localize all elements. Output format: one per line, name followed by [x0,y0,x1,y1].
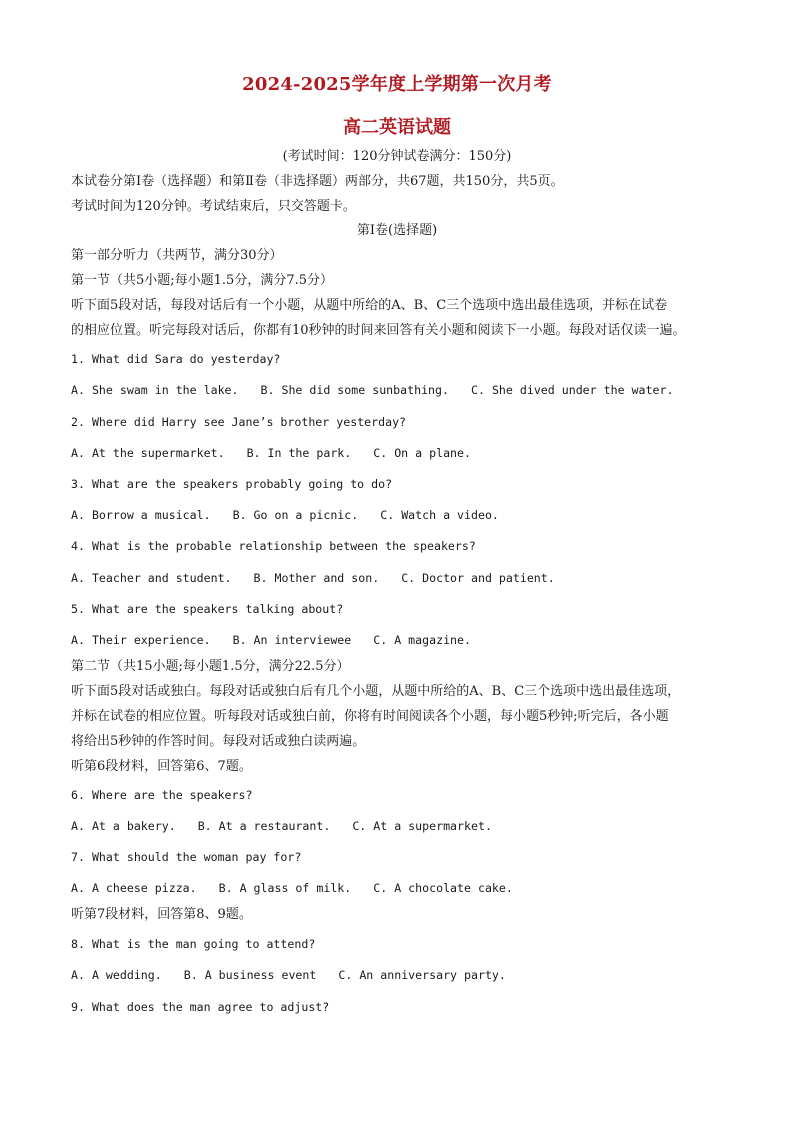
option-c: C. On a plane. [373,446,471,460]
question-options [71,506,499,524]
question-stem: 9. What does the man agree to adjust? [71,1000,330,1014]
section2-title: 第二节（共15小题;每小题1.5分，满分22.5分） [71,659,350,674]
option-c: C. At a supermarket. [352,819,492,833]
exam-title: 2024-2025学年度上学期第一次月考 [242,74,552,95]
part1-title: 第一部分听力（共两节，满分30分） [71,248,283,263]
option-a: A. At a bakery. [71,819,176,833]
group-6-heading: 听第6段材料，回答第6、7题。 [71,759,252,774]
option-c: C. A magazine. [373,633,472,647]
option-b: B. Mother and son. [253,571,380,585]
question-stem: 2. Where did Harry see Jane’s brother yesterday? [71,415,407,429]
option-c: C. Doctor and patient. [401,571,555,585]
option-b: B. In the park. [246,446,352,460]
question-stem: 1. What did Sara do yesterday? [71,352,281,366]
option-b: B. An interviewee [232,633,352,647]
question-options [71,817,492,835]
option-c: C. A chocolate cake. [373,881,513,895]
question-options [71,569,555,587]
question-options [71,444,471,462]
question-stem: 7. What should the woman pay for? [71,850,302,864]
question-options [71,966,506,984]
section1-instructions-2: 的相应位置。听完每段对话后，你都有10秒钟的时间来回答有关小题和阅读下一小题。每段对话仅读一遍。 [71,323,686,338]
question-stem: 4. What is the probable relationship between the speakers? [71,539,476,553]
exam-subtitle: 高二英语试题 [343,117,451,138]
option-c: C. Watch a video. [380,508,499,522]
question-options [71,631,471,649]
option-a: A. At the supermarket. [71,446,225,460]
option-c: C. She dived under the water. [471,383,674,397]
option-c: C. An anniversary party. [338,968,506,982]
option-a: A. A cheese pizza. [71,881,197,895]
option-b: B. She did some sunbathing. [260,383,449,397]
option-a: A. Their experience. [71,633,211,647]
group-7-heading: 听第7段材料，回答第8、9题。 [71,907,252,922]
option-a: A. Borrow a musical. [71,508,211,522]
option-b: B. A glass of milk. [218,881,352,895]
question-stem: 8. What is the man going to attend? [71,937,316,951]
intro-line-2: 考试时间为120分钟。考试结束后，只交答题卡。 [71,199,356,214]
question-stem: 6. Where are the speakers? [71,788,253,802]
option-a: A. A wedding. [71,968,162,982]
exam-info: (考试时间：120分钟试卷满分：150分) [282,149,512,164]
option-b: B. Go on a picnic. [232,508,359,522]
question-options [71,879,513,897]
section1-instructions-1: 听下面5段对话，每段对话后有一个小题，从题中所给的A、B、C三个选项中选出最佳选项，并标在试卷 [71,298,668,313]
section2-instructions-2: 并标在试卷的相应位置。听每段对话或独白前，你将有时间阅读各个小题，每小题5秒钟;听完后，各小题 [71,709,669,724]
section2-instructions-1: 听下面5段对话或独白。每段对话或独白后有几个小题，从题中所给的A、B、C三个选项中选出最佳选项， [71,684,681,699]
question-stem: 3. What are the speakers probably going to do? [71,477,393,491]
question-stem: 5. What are the speakers talking about? [71,602,344,616]
section1-title: 第一节（共5小题;每小题1.5分，满分7.5分） [71,273,333,288]
option-a: A. Teacher and student. [71,571,232,585]
option-b: B. A business event [183,968,317,982]
option-b: B. At a restaurant. [197,819,331,833]
intro-line-1: 本试卷分第Ⅰ卷（选择题）和第Ⅱ卷（非选择题）两部分，共67题，共150分，共5页。 [71,174,564,189]
question-options [71,381,673,399]
volume1-title: 第Ⅰ卷(选择题) [356,223,438,238]
section2-instructions-3: 将给出5秒钟的作答时间。每段对话或独白读两遍。 [71,734,366,749]
option-a: A. She swam in the lake. [71,383,239,397]
